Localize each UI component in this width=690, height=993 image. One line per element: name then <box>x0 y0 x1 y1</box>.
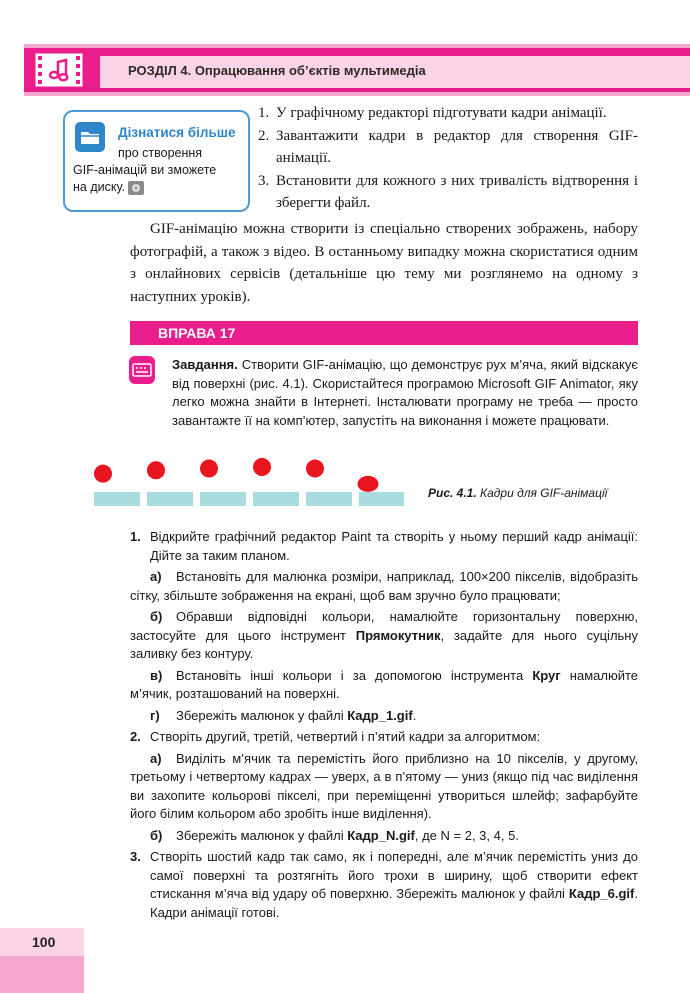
substep-text: Збережіть малюнок у файлі <box>176 827 348 843</box>
section-title: РОЗДІЛ 4. Опрацювання об’єктів мультимедіа <box>128 63 426 78</box>
list-item <box>258 102 638 125</box>
substep-label: а) <box>150 750 162 766</box>
substep-text: намалюйте м’ячик, розташований на поверхні. <box>130 667 638 701</box>
substep-text: , задайте для нього суцільну заливку без контуру. <box>130 627 638 661</box>
caption-label: Рис. 4.1. <box>428 486 477 500</box>
learn-more-text <box>73 145 245 196</box>
list-number: 2. <box>258 127 270 144</box>
learn-more-line-3: на диску. <box>73 180 125 194</box>
frame-ball <box>147 461 165 479</box>
step-number: 2. <box>130 729 141 744</box>
instruction-step-3 <box>130 848 638 922</box>
page-number: 100 <box>32 934 56 950</box>
substep-text: . <box>412 707 417 723</box>
top-margin <box>0 0 690 40</box>
instructions <box>130 528 638 925</box>
frame-ball <box>306 460 324 478</box>
creation-steps-list <box>258 102 638 215</box>
paragraph-text: GIF-анімацію можна створити із спеціально створених зображень, набору фотографій, а також з відео. В останньому випадку можна скористатися одним з онлайнових сервісів (детальніше цю тему ми розглянемо на одному з наступних уроків). <box>130 221 638 305</box>
file-name: Кадр_6.gif <box>568 886 635 901</box>
step-number: 3. <box>130 849 141 864</box>
substep <box>130 750 638 824</box>
step-text: Створіть шостий кадр так само, як і попередні, але м’ячик перемістіть униз до самої поверхні та розтягніть його трохи в ширину, щоб створити ефект стискання м’яча від удару об поверхню. Збережіть малюнок у файлі <box>150 849 638 901</box>
film-music-icon <box>34 50 84 90</box>
substep-label: г) <box>150 707 160 723</box>
substep-label: а) <box>150 569 162 584</box>
substep-label: б) <box>150 609 163 624</box>
list-item <box>258 170 638 215</box>
substep-text: Встановіть інші кольори і за допомогою інструмента <box>176 667 533 683</box>
substep-text: , де N = 2, 3, 4, 5. <box>414 827 519 843</box>
learn-more-line-2: GIF-анімацій ви зможете <box>73 163 217 177</box>
learn-more-line-1: про створення <box>118 146 203 160</box>
file-name: Кадр_N.gif <box>347 827 415 843</box>
step-text: . Кадри анімації готові. <box>150 886 638 920</box>
substep <box>130 827 638 846</box>
task-text: Створити GIF-анімацію, що демонструє рух м’яча, який відскакує від поверхні (рис. 4.1). Скористайтеся програмою Microsoft GIF Animator, яку легко можна знайти в Інтернеті. Інсталювати програму не треба — просто завантажте її на комп’ютер, запустіть на виконання і можете працювати. <box>172 357 638 428</box>
list-text: Завантажити кадри в редактор для створення GIF-анімації. <box>276 127 638 166</box>
tool-name: Круг <box>532 667 561 683</box>
body-paragraph <box>130 218 638 308</box>
frame-surface <box>359 492 404 506</box>
list-number: 3. <box>258 172 270 189</box>
frame-surface <box>94 492 140 506</box>
substep <box>130 667 638 704</box>
list-item <box>258 125 638 170</box>
list-text: Встановити для кожного з них тривалість відтворення і зберегти файл. <box>276 172 638 211</box>
tool-name: Прямокутник <box>355 627 441 643</box>
list-text: У графічному редакторі підготувати кадри анімації. <box>276 105 607 121</box>
substep-label: в) <box>150 667 163 683</box>
frame-surface <box>200 492 246 506</box>
substep <box>130 608 638 664</box>
frame-surface <box>147 492 193 506</box>
disk-icon[interactable] <box>128 181 144 195</box>
step-number: 1. <box>130 529 141 544</box>
learn-more-box <box>63 110 250 212</box>
animation-frames-figure <box>84 458 404 508</box>
task-label: Завдання. <box>172 357 238 372</box>
instruction-step-1 <box>130 528 638 565</box>
substep-text: Виділіть м’ячик та перемістіть його приблизно на 10 пікселів, у другому, третьому і четвертому кадрах — уверх, а в п’ятому — униз (якщо під час виділення ви захопите кольорові пікселі, при переміщенні утвориться шлейф; зафарбуйте його білим кольором або зробіть інше виділення). <box>130 750 638 821</box>
substep-text: Обравши відповідні кольори, намалюйте горизонтальну поверхню, застосуйте для цього інструмент <box>130 609 638 643</box>
step-text: Створіть другий, третій, четвертий і п’ятий кадри за алгоритмом: <box>150 729 541 744</box>
page-corner <box>0 956 84 993</box>
instruction-step-2 <box>130 728 638 747</box>
step-text: Відкрийте графічний редактор Paint та створіть у ньому перший кадр анімації: Дійте за таким планом. <box>150 529 638 563</box>
exercise-task <box>172 356 638 430</box>
caption-text: Кадри для GIF-анімації <box>476 486 608 500</box>
substep-text: Збережіть малюнок у файлі <box>176 707 348 723</box>
exercise-title: ВПРАВА 17 <box>158 325 236 341</box>
substep <box>130 707 638 726</box>
learn-more-title: Дізнатися більше <box>118 125 236 140</box>
frame-ball <box>200 460 218 478</box>
list-number: 1. <box>258 105 270 121</box>
frame-ball <box>94 465 112 483</box>
frame-surface <box>306 492 352 506</box>
keyboard-task-icon <box>129 356 155 384</box>
frame-ball <box>253 458 271 476</box>
figure-caption <box>428 486 607 500</box>
frame-ball <box>358 476 379 492</box>
substep-text: Встановіть для малюнка розміри, наприклад, 100×200 пікселів, відобразіть сітку, збільште зображення на екрані, щоб вам зручно було працювати; <box>130 569 638 603</box>
substep-label: б) <box>150 827 163 843</box>
substep <box>130 568 638 605</box>
frame-surface <box>253 492 299 506</box>
file-name: Кадр_1.gif <box>347 707 413 723</box>
